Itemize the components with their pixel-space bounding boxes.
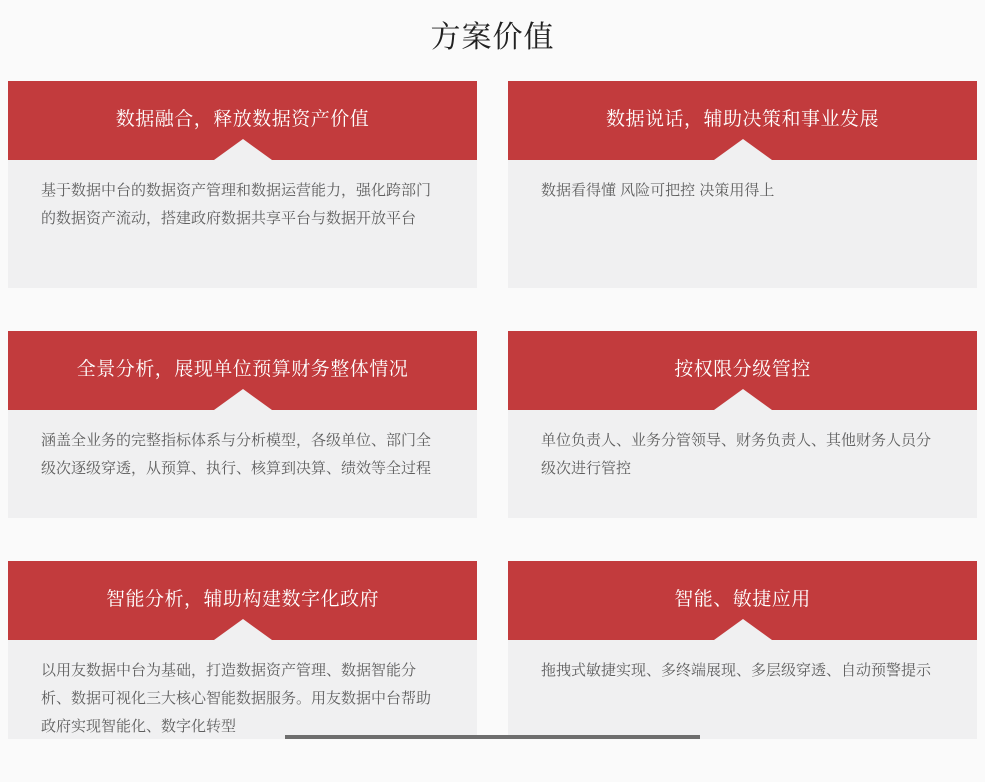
value-card-intelligent-analysis: [8, 561, 477, 739]
card-body: [508, 160, 977, 288]
value-card-panorama-analysis: [8, 331, 477, 518]
card-header: [8, 81, 477, 160]
card-title: 智能分析，辅助构建数字化政府: [105, 589, 379, 610]
triangle-up-notch-icon: [214, 389, 272, 410]
card-header: [508, 331, 977, 410]
value-card-data-speaks: [508, 81, 977, 288]
value-card-permission-control: [508, 331, 977, 518]
card-description: 以用友数据中台为基础，打造数据资产管理、数据智能分析、数据可视化三大核心智能数据服务。用友数据中台帮助政府实现智能化、数字化转型: [41, 662, 432, 735]
triangle-up-notch-icon: [714, 389, 772, 410]
triangle-up-notch-icon: [714, 619, 772, 640]
section-title: 方案价值: [430, 21, 555, 54]
card-description: 单位负责人、业务分管领导、财务负责人、其他财务人员分级次进行管控: [541, 432, 932, 477]
card-body: [8, 160, 477, 288]
card-body: [8, 640, 477, 739]
card-description: 数据看得懂 风险可把控 决策用得上: [541, 182, 775, 199]
cards-row-3: [8, 561, 977, 739]
card-body: [508, 410, 977, 518]
next-section-cutoff-strip: [285, 735, 700, 739]
card-title: 数据融合，释放数据资产价值: [115, 109, 370, 130]
value-card-agile-application: [508, 561, 977, 739]
card-title: 按权限分级管控: [674, 359, 811, 380]
value-cards-grid: [8, 81, 977, 782]
triangle-up-notch-icon: [714, 139, 772, 160]
value-card-data-fusion: [8, 81, 477, 288]
cards-row-2: [8, 331, 977, 518]
cards-row-1: [8, 81, 977, 288]
card-title: 数据说话，辅助决策和事业发展: [605, 109, 879, 130]
card-header: [508, 81, 977, 160]
card-description: 基于数据中台的数据资产管理和数据运营能力，强化跨部门的数据资产流动，搭建政府数据共享平台与数据开放平台: [41, 182, 432, 227]
triangle-up-notch-icon: [214, 139, 272, 160]
card-header: [8, 561, 477, 640]
card-title: 全景分析，展现单位预算财务整体情况: [76, 359, 409, 380]
triangle-up-notch-icon: [214, 619, 272, 640]
card-body: [508, 640, 977, 739]
card-body: [8, 410, 477, 518]
card-header: [8, 331, 477, 410]
card-description: 涵盖全业务的完整指标体系与分析模型，各级单位、部门全级次逐级穿透，从预算、执行、核算到决算、绩效等全过程: [41, 432, 432, 477]
card-title: 智能、敏捷应用: [674, 589, 811, 610]
card-header: [508, 561, 977, 640]
card-description: 拖拽式敏捷实现、多终端展现、多层级穿透、自动预警提示: [541, 662, 932, 679]
